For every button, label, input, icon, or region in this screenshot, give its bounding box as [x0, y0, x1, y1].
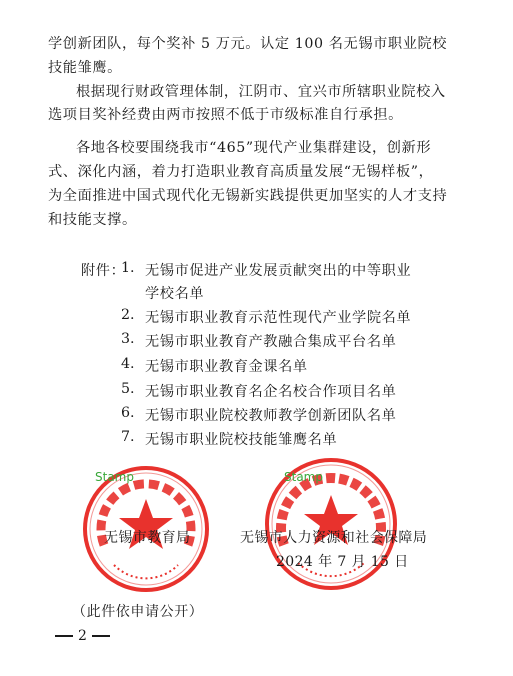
body-line-4: 选项目奖补经费由两市按照不低于市级标准自行承担。	[48, 107, 403, 123]
stamp-tag-right: Stamp	[284, 470, 323, 484]
page-dash-left	[55, 635, 73, 637]
attachment-num-6: 6.	[121, 405, 135, 421]
body-line-3: 根据现行财政管理体制，江阴市、宜兴市所辖职业院校入	[76, 84, 446, 100]
attachments-label: 附件：	[81, 263, 126, 279]
page-dash-right	[92, 635, 110, 637]
body-line-7: 为全面推进中国式现代化无锡新实践提供更加坚实的人才支持	[48, 188, 448, 204]
attachment-text-4: 无锡市职业教育金课名单	[145, 359, 308, 375]
attachment-text-2: 无锡市职业教育示范性现代产业学院名单	[145, 310, 412, 326]
body-line-8: 和技能支撑。	[48, 212, 137, 228]
page-number-value: 2	[78, 628, 87, 644]
body-line-2: 技能雏鹰。	[48, 60, 122, 76]
signature-org-2: 无锡市人力资源和社会保障局	[240, 530, 428, 546]
attachment-num-3: 3.	[121, 331, 135, 347]
body-line-5: 各地各校要围绕我市“465”现代产业集群建设，创新形	[76, 140, 432, 156]
attachment-text-1: 无锡市促进产业发展贡献突出的中等职业	[145, 263, 412, 279]
attachment-num-4: 4.	[121, 356, 135, 372]
attachment-text-6: 无锡市职业院校教师教学创新团队名单	[145, 408, 397, 424]
page-number	[50, 628, 115, 644]
hrss-bureau-seal	[262, 455, 400, 593]
attachment-num-1: 1.	[121, 260, 135, 276]
signature-date: 2024 年 7 月 15 日	[276, 554, 409, 570]
stamp-tag-left: Stamp	[95, 470, 134, 484]
attachment-num-7: 7.	[121, 429, 135, 445]
attachment-text-3: 无锡市职业教育产教融合集成平台名单	[145, 334, 397, 350]
attachment-text-7: 无锡市职业院校技能雏鹰名单	[145, 432, 338, 448]
body-line-1: 学创新团队，每个奖补 5 万元。认定 100 名无锡市职业院校	[48, 36, 448, 52]
body-line-6: 式、深化内涵，着力打造职业教育高质量发展“无锡样板”，	[48, 164, 434, 180]
attachment-text-1-cont: 学校名单	[145, 286, 205, 302]
attachment-num-2: 2.	[121, 307, 135, 323]
signature-org-1: 无锡市教育局	[104, 530, 191, 546]
disclosure-note: （此件依申请公开）	[72, 604, 204, 620]
attachment-text-5: 无锡市职业教育名企名校合作项目名单	[145, 384, 397, 400]
attachment-num-5: 5.	[121, 381, 135, 397]
